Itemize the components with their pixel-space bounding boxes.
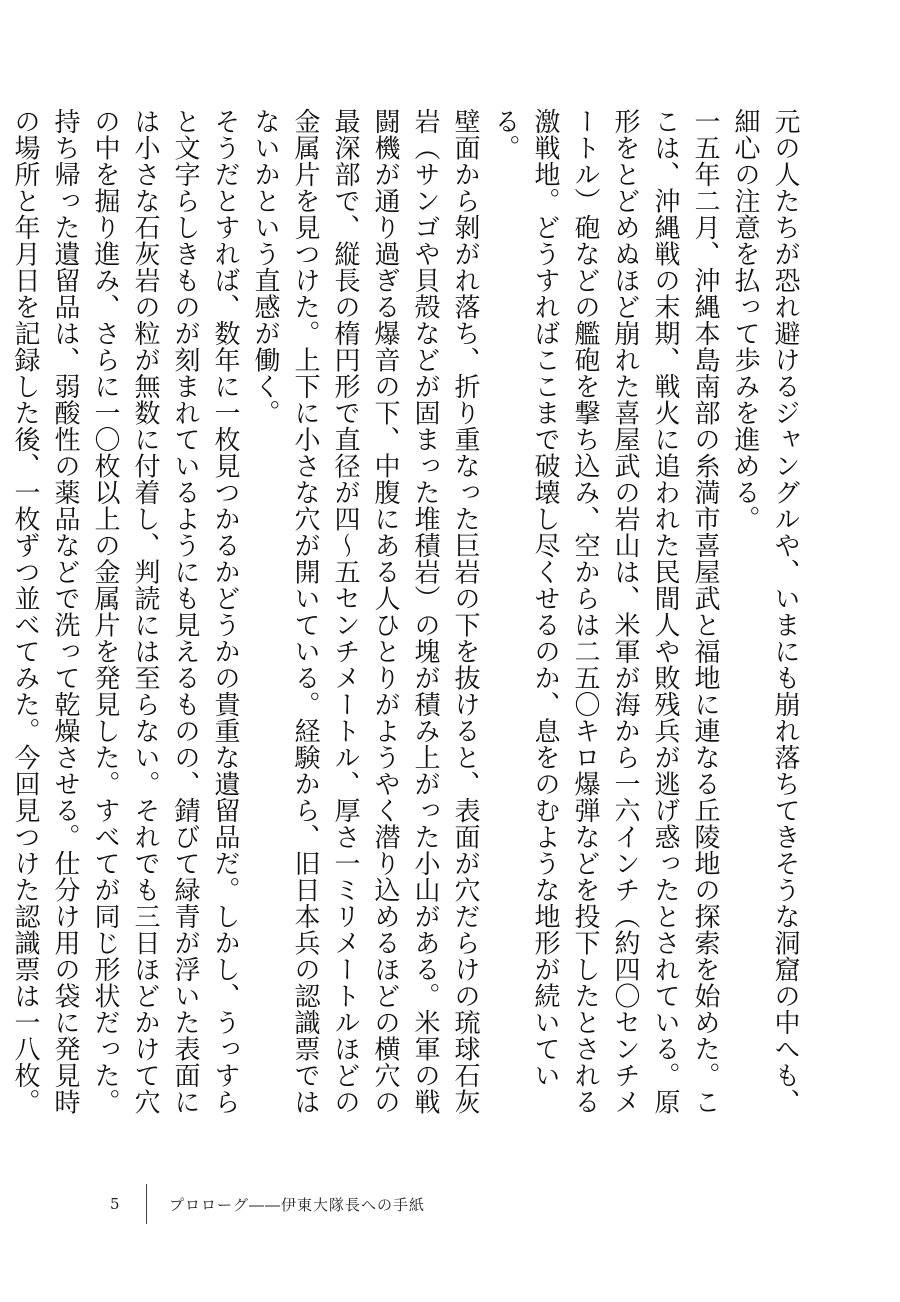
paragraph: 持ち帰った遺留品は、弱酸性の薬品などで洗って乾燥させる。仕分け用の袋に発見時の場所と年月日を記録した後、一枚ずつ並べてみた。今回見つけた認識票は一八枚。 <box>10 108 80 1115</box>
paragraph: 元の人たちが恐れ避けるジャングルや、いまにも崩れ落ちてきそうな洞窟の中へも、細心の注意を払って歩みを進める。 <box>730 108 800 1115</box>
footer-divider <box>146 1184 147 1224</box>
body-text <box>10 108 805 1138</box>
paragraph: そうだとすれば、数年に一枚見つかるかどうかの貴重な遺留品だ。しかし、うっすらと文字らしきものが刻まれているようにも見えるものの、錆びて緑青が浮いた表面には小さな石灰岩の粒が無数に付着し、判読には至らない。それでも三日ほどかけて穴の中を掘り進み、さらに一〇枚以上の金属片を発見した。すべてが同じ形状だった。 <box>90 108 240 1115</box>
page-footer <box>110 1184 425 1224</box>
paragraph: 一五年二月、沖縄本島南部の糸満市喜屋武と福地に連なる丘陵地の探索を始めた。ここは、沖縄戦の末期、戦火に追われた民間人や敗残兵が逃げ惑ったとされている。原形をとどめぬほど崩れた喜屋武の岩山は、米軍が海から一六インチ（約四〇センチメートル）砲などの艦砲を撃ち込み、空からは二五〇キロ爆弾などを投下したとされる激戦地。どうすればここまで破壊し尽くせるのか、息をのむような地形が続いている。 <box>490 108 720 1115</box>
page-number: 5 <box>110 1195 120 1213</box>
running-head: プロローグ――伊東大隊長への手紙 <box>169 1195 426 1214</box>
paragraph: 壁面から剝がれ落ち、折り重なった巨岩の下を抜けると、表面が穴だらけの琉球石灰岩（サンゴや貝殻などが固まった堆積岩）の塊が積み上がった小山がある。米軍の戦闘機が通り過ぎる爆音の下、中腹にある人ひとりがようやく潜り込めるほどの横穴の最深部で、縦長の楕円形で直径が四～五センチメートル、厚さ一ミリメートルほどの金属片を見つけた。上下に小さな穴が開いている。経験から、旧日本兵の認識票ではないかという直感が働く。 <box>250 108 480 1115</box>
